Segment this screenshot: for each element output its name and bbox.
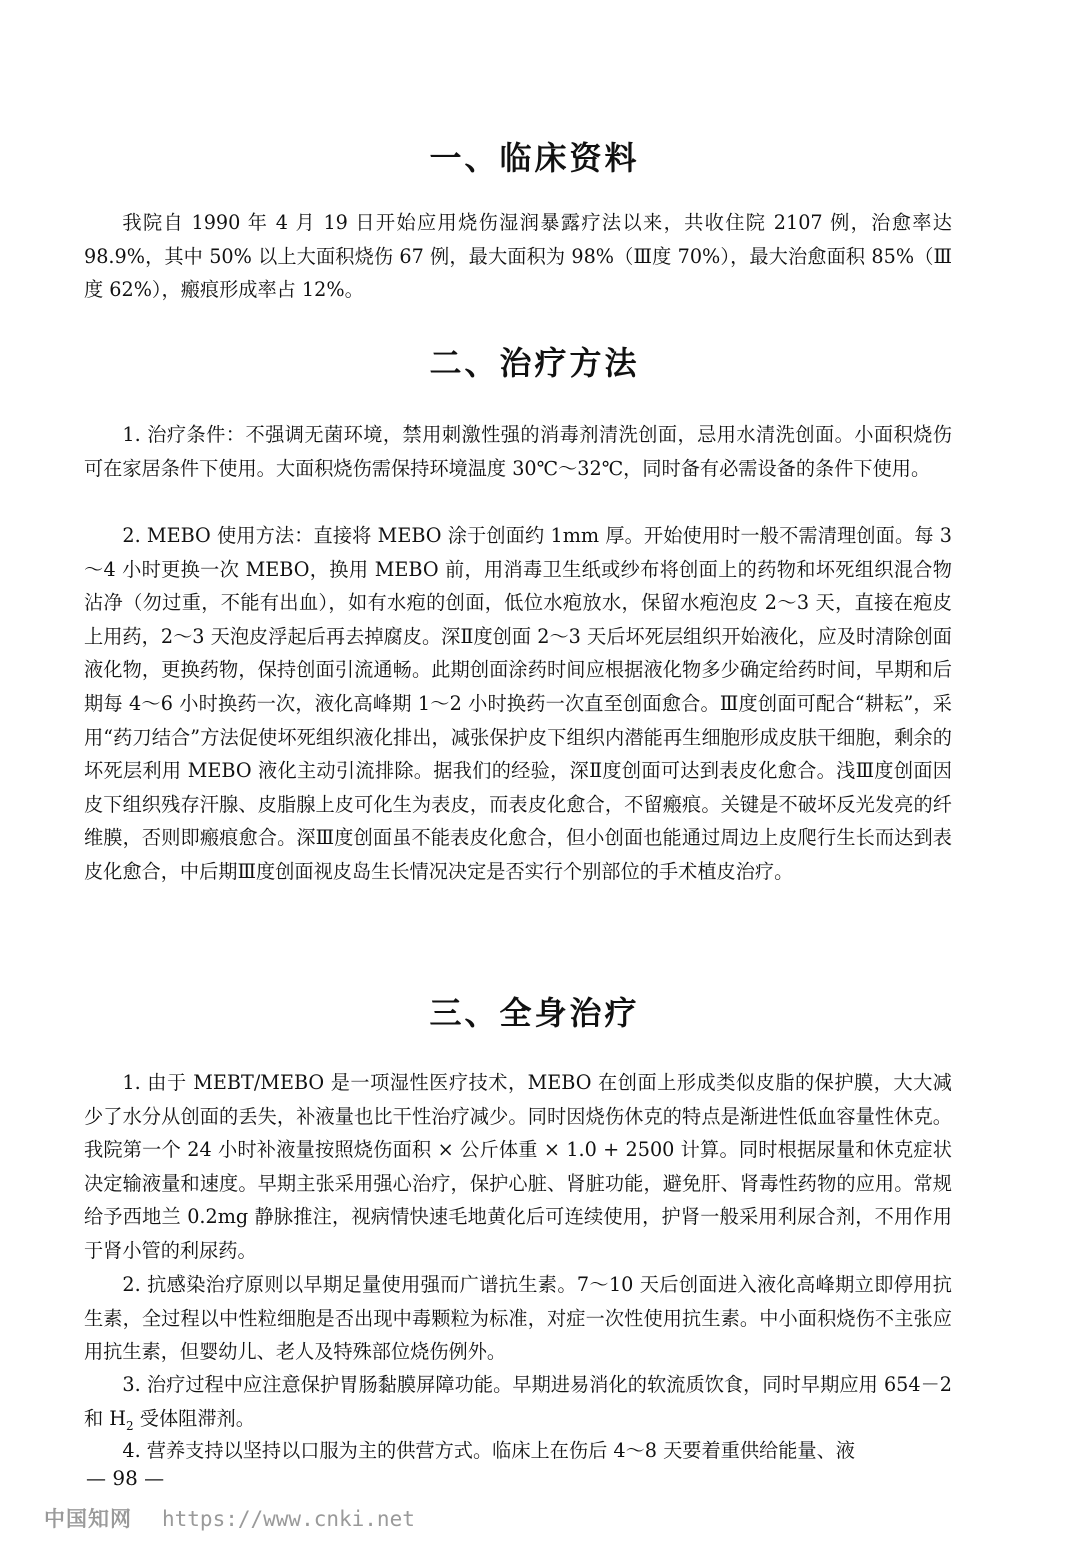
gastric-text: 3. 治疗过程中应注意保护胃肠黏膜屏障功能。早期进易消化的软流质饮食，同时早期应用 654－2 和 H xyxy=(84,1373,952,1430)
gastric-text-tail: 受体阻滞剂。 xyxy=(133,1406,255,1430)
paragraph-mebo-usage: 2. MEBO 使用方法：直接将 MEBO 涂于创面约 1mm 厚。开始使用时一般不需清理创面。每 3～4 小时更换一次 MEBO，换用 MEBO 前，用消毒卫生纸或纱布将创面上的药物和坏死组织混合物沾净（勿过重，不能有出血），如有水疱的创面，低位水疱放水，保留水疱泡皮 2～3 天，直接在疱皮上用药，2～3 天泡皮浮起后再去掉腐皮。深Ⅱ度创面 2～3 天后坏死层组织开始液化，应及时清除创面液化物，更换药物，保持创面引流通畅。此期创面涂药时间应根据液化物多少确定给药时间，早期和后期每 4～6 小时换药一次，液化高峰期 1～2 小时换药一次直至创面愈合。Ⅲ度创面可配合“耕耘”，采用“药刀结合”方法促使坏死组织液化排出，减张保护皮下组织内潜能再生细胞形成皮肤干细胞，剩余的坏死层利用 MEBO 液化主动引流排除。据我们的经验，深Ⅱ度创面可达到表皮化愈合。浅Ⅲ度创面因皮下组织残存汗腺、皮脂腺上皮可化生为表皮，而表皮化愈合，不留瘢痕。关键是不破坏反光发亮的纤维膜，否则即瘢痕愈合。深Ⅲ度创面虽不能表皮化愈合，但小创面也能通过周边上皮爬行生长而达到表皮化愈合，中后期Ⅲ度创面视皮岛生长情况决定是否实行个别部位的手术植皮治疗。 xyxy=(84,524,952,883)
h2-subscript: 2 xyxy=(126,1418,134,1433)
section-heading-systemic-treatment: 三、全身治疗 xyxy=(429,994,640,1032)
watermark-footer xyxy=(44,1502,415,1536)
paragraph-nutrition: 4. 营养支持以坚持以口服为主的供营方式。临床上在伤后 4～8 天要着重供给能量、液 xyxy=(122,1439,855,1462)
paragraph-clinical-data: 我院自 1990 年 4 月 19 日开始应用烧伤湿润暴露疗法以来，共收住院 2107 例，治愈率达 98.9%，其中 50% 以上大面积烧伤 67 例，最大面积为 98%（Ⅲ度 70%），最大治愈面积 85%（Ⅲ度 62%），瘢痕形成率占 12%。 xyxy=(84,211,952,302)
paragraph-treatment-conditions: 1. 治疗条件：不强调无菌环境，禁用刺激性强的消毒剂清洗创面，忌用水清洗创面。小面积烧伤可在家居条件下使用。大面积烧伤需保持环境温度 30℃～32℃，同时备有必需设备的条件下使用。 xyxy=(84,423,952,480)
section-heading-treatment-methods: 二、治疗方法 xyxy=(429,344,640,382)
paragraph-fluid-therapy: 1. 由于 MEBT/MEBO 是一项湿性医疗技术，MEBO 在创面上形成类似皮脂的保护膜，大大减少了水分从创面的丢失，补液量也比干性治疗减少。同时因烧伤休克的特点是渐进性低血容量性休克。我院第一个 24 小时补液量按照烧伤面积 × 公斤体重 × 1.0 + 2500 计算。同时根据尿量和休克症状决定输液量和速度。早期主张采用强心治疗，保护心脏、肾脏功能，避免肝、肾毒性药物的应用。常规给予西地兰 0.2mg 静脉推注，视病情快速毛地黄化后可连续使用，护肾一般采用利尿合剂，不用作用于肾小管的利尿药。 xyxy=(84,1071,952,1262)
section-heading-clinical-data: 一、临床资料 xyxy=(429,139,640,177)
cnki-url-link[interactable]: https://www.cnki.net xyxy=(162,1507,415,1531)
page-number: — 98 — xyxy=(86,1466,165,1490)
cnki-site-name: 中国知网 xyxy=(44,1507,132,1531)
paragraph-gastric-protection xyxy=(84,1368,952,1443)
paragraph-anti-infection: 2. 抗感染治疗原则以早期足量使用强而广谱抗生素。7～10 天后创面进入液化高峰期立即停用抗生素，全过程以中性粒细胞是否出现中毒颗粒为标准，对症一次性使用抗生素。中小面积烧伤不主张应用抗生素，但婴幼儿、老人及特殊部位烧伤例外。 xyxy=(84,1273,952,1364)
